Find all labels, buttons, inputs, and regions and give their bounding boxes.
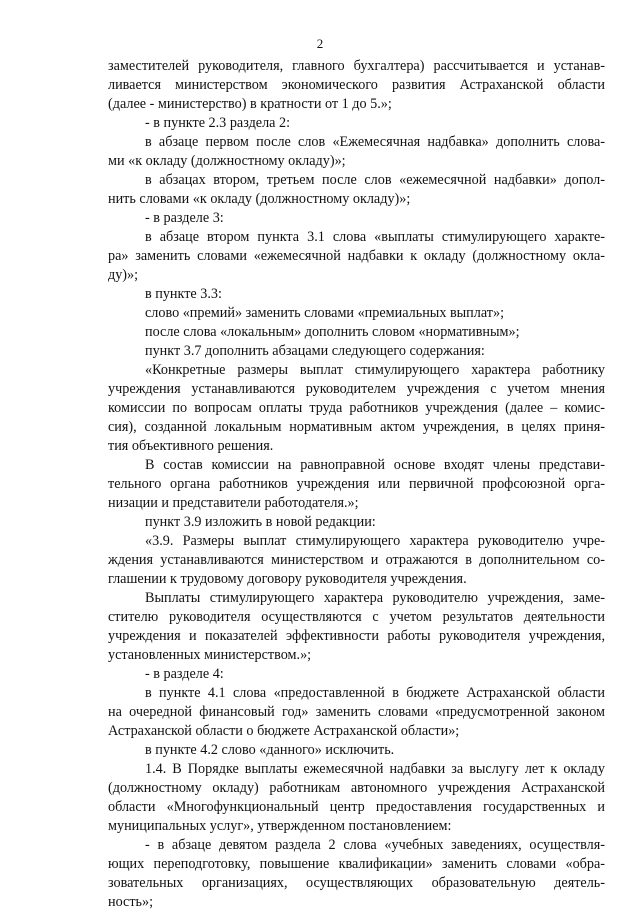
paragraph-line: в абзаце первом после слов «Ежемесячная надбавка» дополнить слова- <box>145 134 605 150</box>
paragraph-line: Астраханской области о бюджете Астраханской области»; <box>108 723 460 739</box>
paragraph-line: установленных министерством.»; <box>108 647 312 663</box>
paragraph-line: ду)»; <box>108 267 139 283</box>
paragraph-line: пункт 3.7 дополнить абзацами следующего содержания: <box>145 343 485 359</box>
paragraph-line: в пункте 4.1 слова «предоставленной в бюджете Астраханской области <box>145 685 605 701</box>
paragraph-line: после слова «локальным» дополнить словом «нормативным»; <box>145 324 520 340</box>
paragraph-line: в пункте 3.3: <box>145 286 222 302</box>
paragraph-line: (далее - министерство) в кратности от 1 до 5.»; <box>108 96 392 112</box>
paragraph-line: 1.4. В Порядке выплаты ежемесячной надбавки за выслугу лет к окладу <box>145 761 605 777</box>
paragraph-line: низации и представители работодателя.»; <box>108 495 359 511</box>
paragraph-line: учреждения устанавливаются руководителем учреждения с учетом мнения <box>108 381 605 397</box>
paragraph-line: заместителей руководителя, главного бухгалтера) рассчитывается и устанав- <box>108 58 605 74</box>
paragraph-line: ра» заменить словами «ежемесячной надбавки к окладу (должностному окла- <box>108 248 605 264</box>
paragraph-line: тельного органа работников учреждения или первичной профсоюзной орга- <box>108 476 605 492</box>
paragraph-line: тия объективного решения. <box>108 438 274 454</box>
paragraph-line: ждения устанавливаются министерством и отражаются в дополнительном со- <box>108 552 605 568</box>
paragraph-line: ющих переподготовку, повышение квалификации» заменить словами «обра- <box>108 856 605 872</box>
paragraph-line: стителю руководителя осуществляются с учетом результатов деятельности <box>108 609 605 625</box>
paragraph-line: нить словами «к окладу (должностному окладу)»; <box>108 191 411 207</box>
paragraph-line: на очередной финансовый год» заменить словами «предусмотренной законом <box>108 704 605 720</box>
paragraph-line: зовательных организациях, осуществляющих образовательную деятель- <box>108 875 605 891</box>
paragraph-line: в абзацах втором, третьем после слов «ежемесячной надбавки» допол- <box>145 172 605 188</box>
paragraph-line: «3.9. Размеры выплат стимулирующего характера руководителю учре- <box>145 533 605 549</box>
paragraph-line: слово «премий» заменить словами «премиальных выплат»; <box>145 305 505 321</box>
page-number: 2 <box>316 36 324 51</box>
paragraph-line: «Конкретные размеры выплат стимулирующего характера работнику <box>145 362 605 378</box>
paragraph-line: - в разделе 3: <box>145 210 224 226</box>
paragraph-line: сия), созданной локальным нормативным актом учреждения, в целях приня- <box>108 419 605 435</box>
paragraph-line: Выплаты стимулирующего характера руководителю учреждения, заме- <box>145 590 605 606</box>
paragraph-line: глашении к трудовому договору руководителя учреждения. <box>108 571 467 587</box>
paragraph-line: пункт 3.9 изложить в новой редакции: <box>145 514 376 530</box>
paragraph-line: - в разделе 4: <box>145 666 224 682</box>
paragraph-line: области «Многофункциональный центр предоставления государственных и <box>108 799 605 815</box>
paragraph-line: ми «к окладу (должностному окладу)»; <box>108 153 346 169</box>
paragraph-line: - в абзаце девятом раздела 2 слова «учебных заведениях, осуществля- <box>145 837 605 853</box>
paragraph-line: (должностному окладу) работникам автономного учреждения Астраханской <box>108 780 605 796</box>
paragraph-line: в пункте 4.2 слово «данного» исключить. <box>145 742 395 758</box>
paragraph-line: ливается министерством экономического развития Астраханской области <box>108 77 605 93</box>
paragraph-line: муниципальных услуг», утвержденном постановлением: <box>108 818 452 834</box>
document-body <box>108 57 605 912</box>
paragraph-line: ность»; <box>108 894 154 910</box>
paragraph-line: В состав комиссии на равноправной основе входят члены представи- <box>145 457 605 473</box>
paragraph-line: учреждения и показателей эффективности работы руководителя учреждения, <box>108 628 605 644</box>
paragraph-line: комиссии по вопросам оплаты труда работников учреждения (далее – комис- <box>108 400 605 416</box>
paragraph-line: в абзаце втором пункта 3.1 слова «выплаты стимулирующего характе- <box>145 229 605 245</box>
paragraph-line: - в пункте 2.3 раздела 2: <box>145 115 291 131</box>
